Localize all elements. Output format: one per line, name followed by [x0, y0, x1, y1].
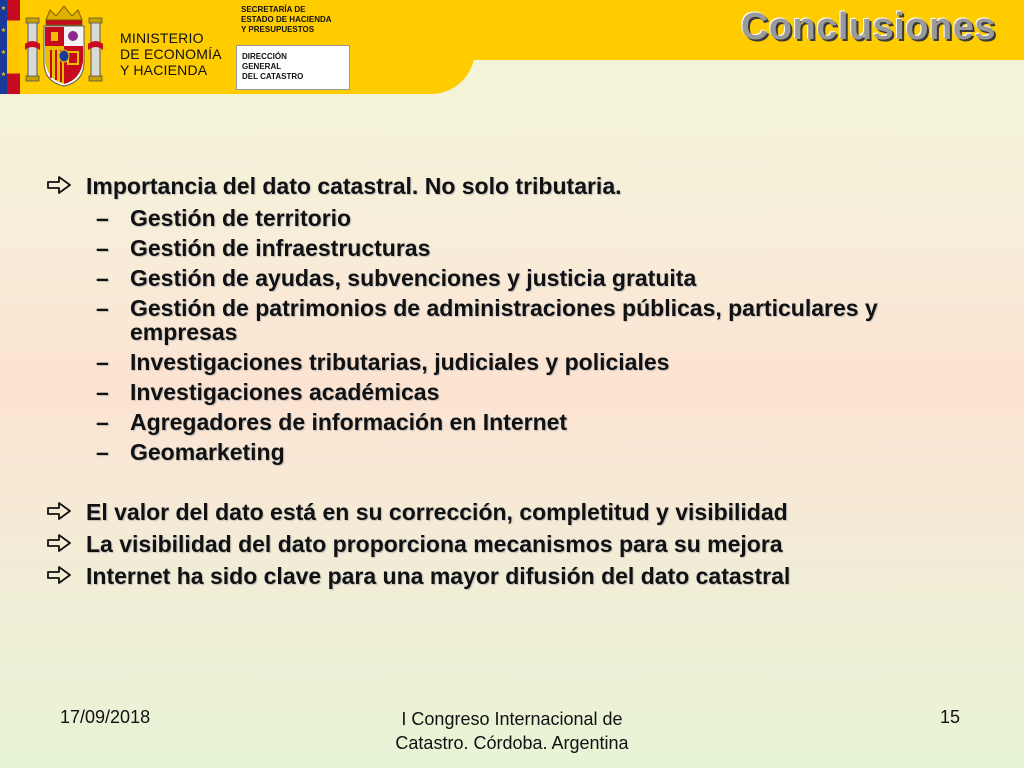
bullet-text: Internet ha sido clave para una mayor difusión del dato catastral	[86, 563, 791, 589]
direccion-line: DEL CATASTRO	[242, 72, 304, 81]
sub-item	[46, 236, 976, 260]
eu-star-icon: ★	[0, 50, 7, 56]
bullet-item	[46, 530, 976, 558]
ministry-line: DE ECONOMÍA	[120, 46, 222, 62]
eu-star-icon: ★	[0, 6, 7, 12]
eu-flag-strip	[0, 0, 7, 94]
dash: –	[96, 265, 109, 291]
ministry-name	[120, 30, 222, 78]
dash: –	[96, 235, 109, 261]
arrow-right-outline-icon	[46, 176, 72, 194]
secretaria-label	[236, 0, 350, 44]
secretaria-box	[236, 0, 350, 90]
direccion-label	[236, 45, 350, 90]
bullet-item	[46, 498, 976, 526]
page-number: 15	[939, 707, 960, 727]
ministry-line: Y HACIENDA	[120, 62, 208, 78]
bullet-item	[46, 172, 976, 200]
dash: –	[96, 409, 109, 435]
eu-star-icon: ★	[0, 28, 7, 34]
sub-item	[46, 350, 976, 374]
dash: –	[96, 349, 109, 375]
ministry-line: MINISTERIO	[120, 30, 204, 46]
dash: –	[96, 205, 109, 231]
bullet-item	[46, 562, 976, 590]
footer-event-line: I Congreso Internacional de	[401, 709, 623, 729]
sub-item-text: Geomarketing	[130, 439, 285, 465]
dash: –	[96, 379, 109, 405]
arrow-right-outline-icon	[46, 534, 72, 552]
sub-item-text: Investigaciones académicas	[130, 379, 440, 405]
arrow-right-outline-icon	[46, 502, 72, 520]
footer-date: 17/09/2018	[60, 707, 151, 727]
arrow-right-outline-icon	[46, 566, 72, 584]
secretaria-line: ESTADO DE HACIENDA	[241, 15, 332, 24]
sub-item	[46, 440, 976, 464]
sub-item-text: Gestión de patrimonios de administraciones públicas, particulares y empresas	[130, 295, 878, 345]
sub-item	[46, 410, 976, 434]
bullet-text: Importancia del dato catastral. No solo tributaria.	[86, 173, 622, 199]
slide-title: Conclusiones	[740, 6, 996, 48]
sub-item-text: Gestión de ayudas, subvenciones y justicia gratuita	[130, 265, 697, 291]
eu-star-icon: ★	[0, 72, 7, 78]
bullet-text: La visibilidad del dato proporciona mecanismos para su mejora	[86, 531, 783, 557]
coat-of-arms-icon	[24, 4, 104, 88]
slide-content	[46, 172, 976, 590]
dash: –	[96, 295, 109, 321]
direccion-line: GENERAL	[242, 62, 282, 71]
footer-event	[362, 707, 662, 755]
sub-item-text: Agregadores de información en Internet	[130, 409, 568, 435]
sub-item-text: Gestión de infraestructuras	[130, 235, 431, 261]
direccion-line: DIRECCIÓN	[242, 52, 287, 61]
sub-item	[46, 266, 976, 290]
secretaria-line: Y PRESUPUESTOS	[241, 25, 315, 34]
sub-item	[46, 380, 976, 404]
bullet-text: El valor del dato está en su corrección, completitud y visibilidad	[86, 499, 788, 525]
secretaria-line: SECRETARÍA DE	[241, 5, 306, 14]
sub-item	[46, 206, 976, 230]
sub-item-text: Gestión de territorio	[130, 205, 352, 231]
sub-item	[46, 296, 976, 344]
dash: –	[96, 439, 109, 465]
footer-event-line: Catastro. Córdoba. Argentina	[395, 733, 629, 753]
sub-item-text: Investigaciones tributarias, judiciales y policiales	[130, 349, 670, 375]
